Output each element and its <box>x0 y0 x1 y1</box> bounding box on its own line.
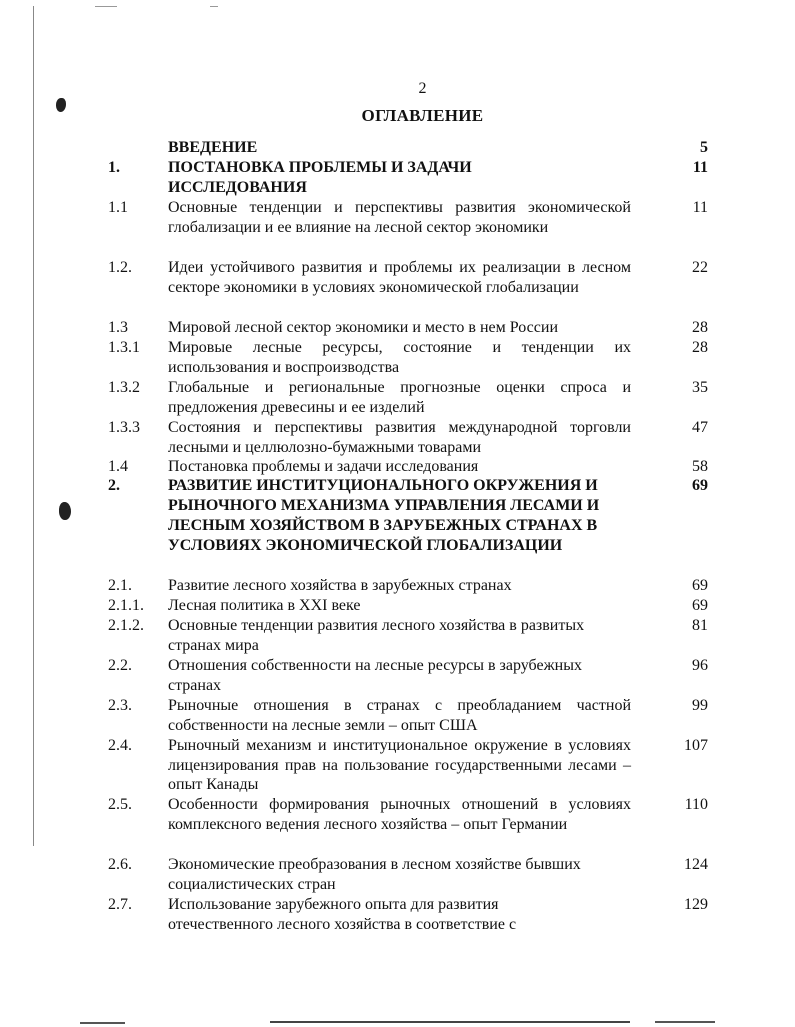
toc-entry-number: 1.3.2 <box>108 379 140 396</box>
toc-entry-title: Идеи устойчивого развития и проблемы их реализации в лесном секторе экономики в условиях экономической глобализации <box>168 259 631 296</box>
scan-bottom-line <box>655 1021 715 1023</box>
toc-entry-page: 47 <box>692 419 708 436</box>
toc-entry-title: Основные тенденции развития лесного хозяйства в развитых странах мира <box>168 617 585 654</box>
toc-entry-title: ВВЕДЕНИЕ <box>168 139 258 156</box>
toc-entry-title: Особенности формирования рыночных отношений в условиях комплексного ведения лесного хозяйства – опыт Германии <box>168 796 631 833</box>
scan-mark <box>210 6 218 7</box>
toc-entry-page: 99 <box>692 697 708 714</box>
toc-entry-number: 1.1 <box>108 199 128 216</box>
toc-entry-number: 2.3. <box>108 697 132 714</box>
scan-mark <box>95 6 117 7</box>
toc-entry-number: 1.3.1 <box>108 339 140 356</box>
toc-entry-page: 69 <box>692 477 708 494</box>
toc-entry-title: Использование зарубежного опыта для развития отечественного лесного хозяйства в соответствие с <box>168 896 517 933</box>
toc-entry-number: 1.3.3 <box>108 419 140 436</box>
toc-entry-title: Постановка проблемы и задачи исследования <box>168 458 479 475</box>
toc-entry-number: 2.1. <box>108 577 132 594</box>
toc-entry-number: 2.7. <box>108 896 132 913</box>
toc-entry-page: 96 <box>692 657 708 674</box>
toc-entry-title: Глобальные и региональные прогнозные оценки спроса и предложения древесины и ее изделий <box>168 379 631 416</box>
page-number: 2 <box>418 80 427 97</box>
toc-entry-page: 58 <box>692 458 708 475</box>
toc-entry-page: 35 <box>692 379 708 396</box>
toc-entry-number: 2.1.2. <box>108 617 144 634</box>
toc-entry-title: Основные тенденции и перспективы развития экономической глобализации и ее влияние на лесной сектор экономики <box>168 199 631 236</box>
toc-entry-page: 81 <box>692 617 708 634</box>
toc-entry-page: 124 <box>684 856 708 873</box>
scan-edge-line <box>33 6 34 846</box>
toc-entry-title: ПОСТАНОВКА ПРОБЛЕМЫ И ЗАДАЧИ ИССЛЕДОВАНИЯ <box>168 159 472 196</box>
toc-entry-title: Развитие лесного хозяйства в зарубежных странах <box>168 577 512 594</box>
scan-bottom-line <box>270 1021 630 1023</box>
toc-entry-page: 11 <box>692 199 708 216</box>
page-title: ОГЛАВЛЕНИЕ <box>361 106 484 125</box>
toc-entry-title: РАЗВИТИЕ ИНСТИТУЦИОНАЛЬНОГО ОКРУЖЕНИЯ И РЫНОЧНОГО МЕХАНИЗМА УПРАВЛЕНИЯ ЛЕСАМИ И ЛЕСНЫМ ХОЗЯЙСТВОМ В ЗАРУБЕЖНЫХ СТРАНАХ В УСЛОВИЯХ ЭКОНОМИЧЕСКОЙ ГЛОБАЛИЗАЦИИ <box>168 477 600 554</box>
toc-entry-page: 69 <box>692 597 708 614</box>
toc-entry-number: 2.1.1. <box>108 597 144 614</box>
toc-entry-title: Лесная политика в XXI веке <box>168 597 361 614</box>
toc-entry-number: 1.2. <box>108 259 132 276</box>
toc-entry-page: 110 <box>684 796 708 813</box>
toc-entry-number: 2.5. <box>108 796 132 813</box>
toc-entry-page: 28 <box>692 319 708 336</box>
toc-entry-page: 107 <box>684 737 708 754</box>
toc-entry-number: 1.4 <box>108 458 128 475</box>
toc-entry-page: 69 <box>692 577 708 594</box>
toc-entry-page: 22 <box>692 259 708 276</box>
toc-entry-page: 5 <box>700 139 708 156</box>
toc-entry-title: Состояния и перспективы развития международной торговли лесными и целлюлозно-бумажными товарами <box>168 419 631 456</box>
toc-entry-number: 1. <box>108 159 120 176</box>
toc-entry-title: Экономические преобразования в лесном хозяйстве бывших социалистических стран <box>168 856 581 893</box>
toc-entry-page: 129 <box>684 896 708 913</box>
toc-entry-number: 1.3 <box>108 319 128 336</box>
toc-entry-title: Отношения собственности на лесные ресурсы в зарубежных странах <box>168 657 582 694</box>
toc-entry-title: Рыночный механизм и институциональное окружение в условиях лицензирования прав на пользование государственными лесами – опыт Канады <box>168 737 631 794</box>
toc-entry-number: 2.4. <box>108 737 132 754</box>
toc-entry-title: Рыночные отношения в странах с преобладанием частной собственности на лесные земли – опыт США <box>168 697 631 734</box>
toc-entry-page: 11 <box>692 159 708 176</box>
toc-entry-page: 28 <box>692 339 708 356</box>
toc-entry-number: 2.2. <box>108 657 132 674</box>
toc-entry-number: 2. <box>108 477 120 494</box>
toc-entry-title: Мировые лесные ресурсы, состояние и тенденции их использования и воспроизводства <box>168 339 631 376</box>
scan-bottom-line <box>80 1022 125 1024</box>
toc-entry-title: Мировой лесной сектор экономики и место в нем России <box>168 319 558 336</box>
toc-entry-number: 2.6. <box>108 856 132 873</box>
scan-blot <box>59 502 71 520</box>
